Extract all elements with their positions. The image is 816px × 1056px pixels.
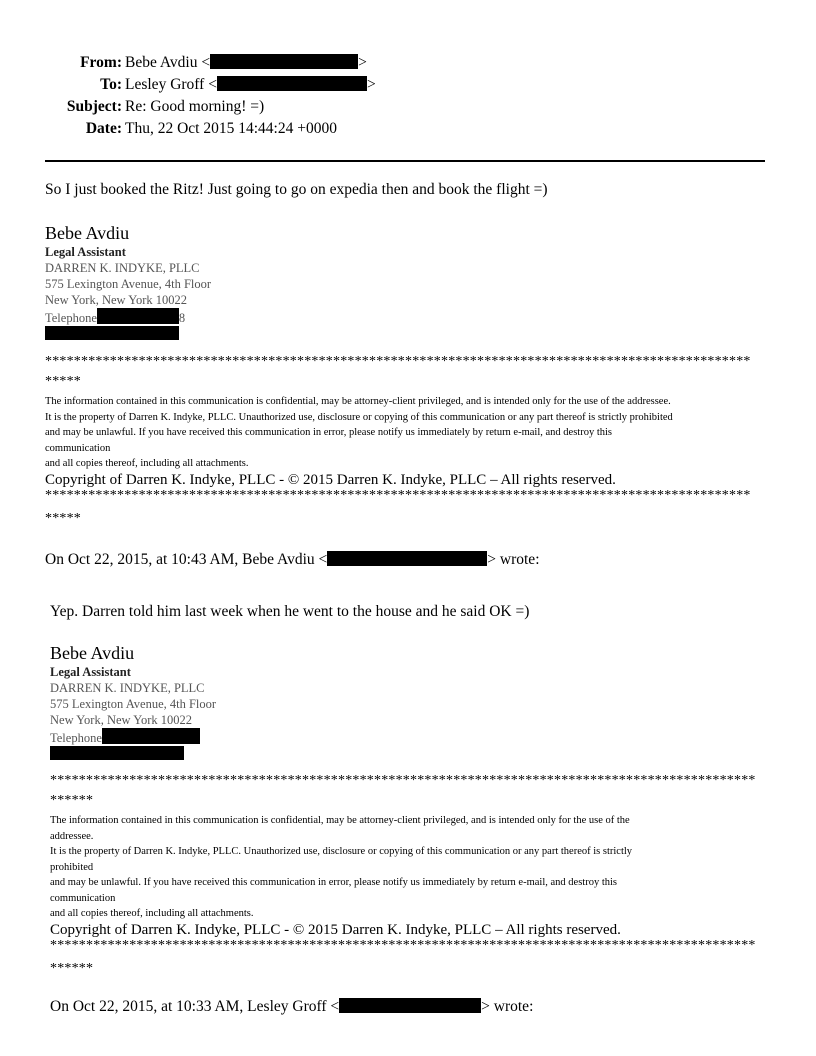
quote-intro: On Oct 22, 2015, at 10:33 AM, Lesley Groff < [50, 998, 340, 1015]
sig-title: Legal Assistant [50, 665, 131, 679]
quote-wrote: > wrote: [481, 998, 534, 1015]
subject-value: Re: Good morning! =) [125, 98, 265, 115]
signature [50, 642, 216, 762]
signature [45, 222, 211, 342]
sig-address1: 575 Lexington Avenue, 4th Floor [45, 277, 212, 291]
disclaimer-line: and all copies thereof, including all attachments. [45, 458, 249, 469]
sig-telephone-label: Telephone [50, 731, 102, 745]
redaction [45, 326, 179, 340]
disclaimer-line: The information contained in this communication is confidential, may be attorney-client privileged, and is intended only for the use of the [50, 815, 630, 826]
disclaimer-line: and may be unlawful. If you have received this communication in error, please notify us immediately by return e-mail, and destroy this [45, 427, 612, 438]
message-body: So I just booked the Ritz! Just going to go on expedia then and book the flight =) [45, 181, 548, 198]
stars-short: ***** [45, 510, 81, 526]
stars-line: ************************************************************************************************** [45, 354, 751, 369]
sig-address2: New York, New York 10022 [50, 713, 193, 727]
stars-short: ****** [50, 960, 94, 976]
copyright: Copyright of Darren K. Indyke, PLLC - © 2015 Darren K. Indyke, PLLC – All rights reserved. [45, 471, 616, 488]
to-label: To: [100, 76, 122, 93]
from-value: Bebe Avdiu < [125, 54, 211, 71]
disclaimer-line: prohibited [50, 861, 94, 873]
subject-label: Subject: [66, 98, 122, 115]
sig-name: Bebe Avdiu [45, 223, 130, 243]
sig-firm: DARREN K. INDYKE, PLLC [45, 261, 200, 275]
from-label: From: [80, 54, 122, 71]
quote-wrote: > wrote: [487, 551, 540, 568]
redaction [210, 54, 358, 69]
redaction [102, 728, 200, 744]
quote-header-2 [50, 998, 533, 1016]
sig-address2: New York, New York 10022 [45, 293, 188, 307]
redaction [217, 76, 367, 91]
sig-address1: 575 Lexington Avenue, 4th Floor [50, 697, 217, 711]
quote-intro: On Oct 22, 2015, at 10:43 AM, Bebe Avdiu < [45, 551, 328, 568]
sig-telephone-tail: 8 [178, 311, 186, 325]
disclaimer-line: and may be unlawful. If you have received this communication in error, please notify us immediately by return e-mail, and destroy this [50, 877, 617, 888]
quoted-body: Yep. Darren told him last week when he went to the house and he said OK =) [50, 603, 530, 620]
sig-telephone-label: Telephone [45, 311, 97, 325]
date-value: Thu, 22 Oct 2015 14:44:24 +0000 [125, 120, 337, 137]
disclaimer-line: addressee. [50, 830, 94, 842]
stars-line: ************************************************************************************************** [50, 773, 756, 788]
disclaimer-2 [50, 773, 775, 977]
disclaimer-line: communication [50, 892, 116, 904]
redaction [327, 551, 487, 566]
stars-short: ****** [50, 793, 94, 808]
date-label: Date: [85, 120, 122, 137]
stars-short: ***** [45, 374, 81, 389]
redaction [50, 746, 184, 760]
sig-name: Bebe Avdiu [50, 643, 135, 663]
copyright: Copyright of Darren K. Indyke, PLLC - © 2015 Darren K. Indyke, PLLC – All rights reserved. [50, 921, 621, 938]
quote-header-1 [45, 551, 540, 569]
redaction [339, 998, 481, 1013]
stars-line: ************************************************************************************************** [50, 938, 756, 953]
bracket: > [358, 54, 367, 71]
disclaimer-line: It is the property of Darren K. Indyke, PLLC. Unauthorized use, disclosure or copying of this communication or any part thereof is strictly prohibited [45, 411, 673, 423]
header-divider [45, 160, 765, 162]
disclaimer-line: The information contained in this communication is confidential, may be attorney-client privileged, and is intended only for the use of the addressee. [45, 396, 671, 407]
sig-title: Legal Assistant [45, 245, 126, 259]
disclaimer-line: It is the property of Darren K. Indyke, PLLC. Unauthorized use, disclosure or copying of this communication or any part thereof is strictly [50, 846, 633, 857]
bracket: > [366, 76, 376, 93]
disclaimer-line: and all copies thereof, including all attachments. [50, 908, 254, 919]
sig-firm: DARREN K. INDYKE, PLLC [50, 681, 205, 695]
stars-line: ************************************************************************************************** [45, 488, 751, 503]
redaction [97, 308, 179, 324]
to-value: Lesley Groff < [125, 76, 217, 93]
disclaimer-line: communication [45, 442, 111, 454]
disclaimer-1 [45, 354, 770, 527]
